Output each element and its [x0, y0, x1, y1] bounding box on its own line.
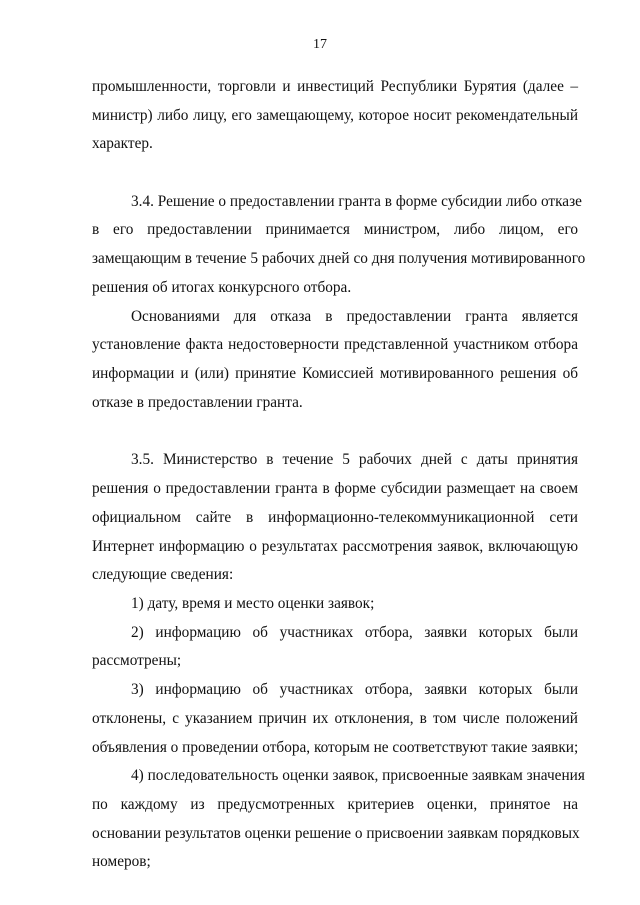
text-line: объявления о проведении отбора, которым не соответствуют такие заявки; [92, 739, 579, 756]
text-line: рассмотрены; [92, 652, 182, 669]
list-item: 1) дату, время и место оценки заявок; [131, 595, 375, 612]
text-line: основании результатов оценки решение о присвоении заявкам порядковых [92, 825, 580, 842]
text-line: информации и (или) принятие Комиссией мотивированного решения об [92, 365, 578, 382]
text-line: отказе в предоставлении гранта. [92, 394, 303, 411]
text-line: следующие сведения: [92, 566, 234, 583]
list-item: 4) последовательность оценки заявок, присвоенные заявкам значения [131, 767, 585, 784]
text-line: Основаниями для отказа в предоставлении гранта является [131, 308, 578, 325]
text-line: Интернет информацию о результатах рассмотрения заявок, включающую [92, 538, 578, 555]
list-item: 3) информацию об участниках отбора, заявки которых были [131, 681, 578, 698]
list-item: 2) информацию об участниках отбора, заявки которых были [131, 624, 578, 641]
text-line: министр) либо лицу, его замещающему, которое носит рекомендательный [92, 107, 578, 124]
text-line: по каждому из предусмотренных критериев оценки, принятое на [92, 796, 578, 813]
text-line: промышленности, торговли и инвестиций Республики Бурятия (далее – [92, 78, 578, 95]
text-line: 3.5. Министерство в течение 5 рабочих дней с даты принятия [131, 451, 578, 468]
text-line: решения об итогах конкурсного отбора. [92, 279, 352, 296]
text-line: установление факта недостоверности представленной участником отбора [92, 336, 578, 353]
text-line: характер. [92, 135, 153, 152]
text-line: официальном сайте в информационно-телекоммуникационной сети [92, 509, 578, 526]
text-line: в его предоставлении принимается министром, либо лицом, его [92, 221, 578, 238]
text-line: номеров; [92, 853, 151, 870]
text-line: 3.4. Решение о предоставлении гранта в форме субсидии либо отказе [131, 193, 582, 210]
text-line: замещающим в течение 5 рабочих дней со дня получения мотивированного [92, 250, 586, 267]
page-number: 17 [313, 37, 327, 52]
text-line: решения о предоставлении гранта в форме субсидии размещает на своем [92, 480, 578, 497]
text-line: отклонены, с указанием причин их отклонения, в том числе положений [92, 710, 578, 727]
